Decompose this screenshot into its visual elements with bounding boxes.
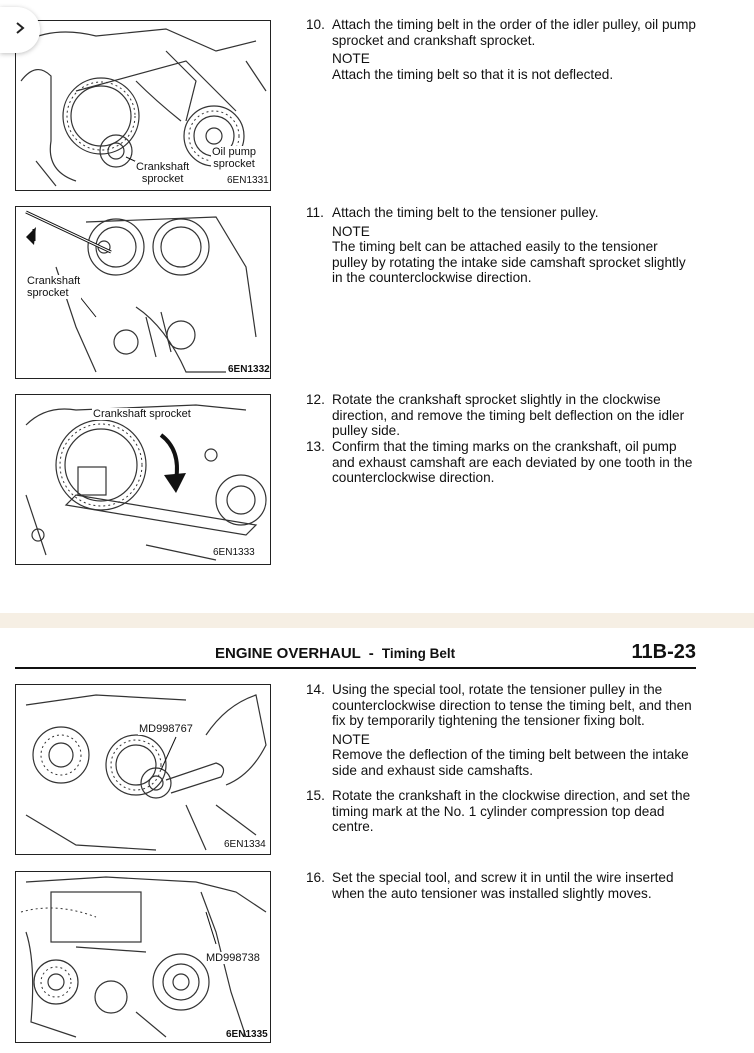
page-divider bbox=[0, 613, 754, 628]
page-number: 11B-23 bbox=[631, 641, 696, 663]
step-text: Confirm that the timing marks on the crankshaft, oil pump and exhaust camshaft are each deviated by one tooth in the counterclockwise direction. bbox=[332, 439, 693, 485]
note-text: Remove the deflection of the timing belt between the intake side and exhaust side camshafts. bbox=[332, 747, 689, 778]
label-crankshaft-sprocket: Crankshaft sprocket bbox=[27, 275, 81, 299]
page-header bbox=[15, 640, 696, 669]
section-title: ENGINE OVERHAUL bbox=[215, 645, 361, 662]
title-separator: - bbox=[368, 645, 374, 662]
step-number: 11. bbox=[306, 205, 324, 220]
note-label: NOTE bbox=[332, 223, 370, 239]
note-label: NOTE bbox=[332, 731, 370, 747]
label-special-tool: MD998738 bbox=[206, 952, 260, 964]
step-text: Attach the timing belt to the tensioner pulley. bbox=[332, 205, 599, 220]
figure-6en1334 bbox=[15, 684, 271, 855]
step-number: 16. bbox=[306, 870, 325, 885]
figure-illustration bbox=[16, 395, 270, 564]
figure-code: 6EN1334 bbox=[224, 839, 266, 850]
step-number: 15. bbox=[306, 788, 325, 803]
step-15 bbox=[306, 788, 696, 835]
label-crankshaft-sprocket: Crankshaft sprocket bbox=[136, 161, 190, 185]
figure-code: 6EN1332 bbox=[228, 364, 270, 375]
step-12 bbox=[306, 392, 696, 439]
step-text: Attach the timing belt in the order of the idler pulley, oil pump sprocket and crankshaft sprocket. bbox=[332, 17, 696, 48]
page-title bbox=[215, 645, 455, 662]
figure-code: 6EN1331 bbox=[227, 175, 269, 186]
step-number: 10. bbox=[306, 17, 325, 32]
step-11 bbox=[306, 205, 696, 286]
step-text: Rotate the crankshaft in the clockwise direction, and set the timing mark at the No. 1 cylinder compression top dead centre. bbox=[332, 788, 691, 834]
step-text: Rotate the crankshaft sprocket slightly in the clockwise direction, and remove the timing belt deflection on the idler pulley side. bbox=[332, 392, 685, 438]
figure-6en1331 bbox=[15, 20, 271, 191]
step-text: Set the special tool, and screw it in until the wire inserted when the auto tensioner was installed slightly moves. bbox=[332, 870, 674, 901]
label-oil-pump-sprocket: Oil pump sprocket bbox=[212, 146, 257, 170]
figure-6en1335 bbox=[15, 871, 271, 1043]
step-14 bbox=[306, 682, 696, 778]
chevron-right-icon bbox=[13, 21, 27, 40]
figure-illustration bbox=[16, 685, 270, 854]
figure-6en1333 bbox=[15, 394, 271, 565]
figure-code: 6EN1333 bbox=[213, 547, 255, 558]
step-number: 13. bbox=[306, 439, 325, 454]
step-number: 14. bbox=[306, 682, 325, 697]
step-10 bbox=[306, 17, 696, 82]
note-text: The timing belt can be attached easily to the tensioner pulley by rotating the intake side camshaft sprocket slightly in the counterclockwise direction. bbox=[332, 239, 686, 285]
label-crankshaft-sprocket: Crankshaft sprocket bbox=[93, 408, 191, 420]
step-13 bbox=[306, 439, 696, 486]
subsection-title: Timing Belt bbox=[381, 646, 456, 661]
figure-6en1332 bbox=[15, 206, 271, 379]
note-label: NOTE bbox=[332, 51, 370, 66]
step-text: Using the special tool, rotate the tensioner pulley in the counterclockwise direction to tense the timing belt, and then fix by temporarily tightening the tensioner fixing bolt. bbox=[332, 682, 692, 728]
label-special-tool: MD998767 bbox=[139, 723, 193, 735]
step-number: 12. bbox=[306, 392, 325, 407]
figure-code: 6EN1335 bbox=[226, 1029, 268, 1040]
step-16 bbox=[306, 870, 696, 901]
note-text: Attach the timing belt so that it is not deflected. bbox=[332, 66, 614, 82]
